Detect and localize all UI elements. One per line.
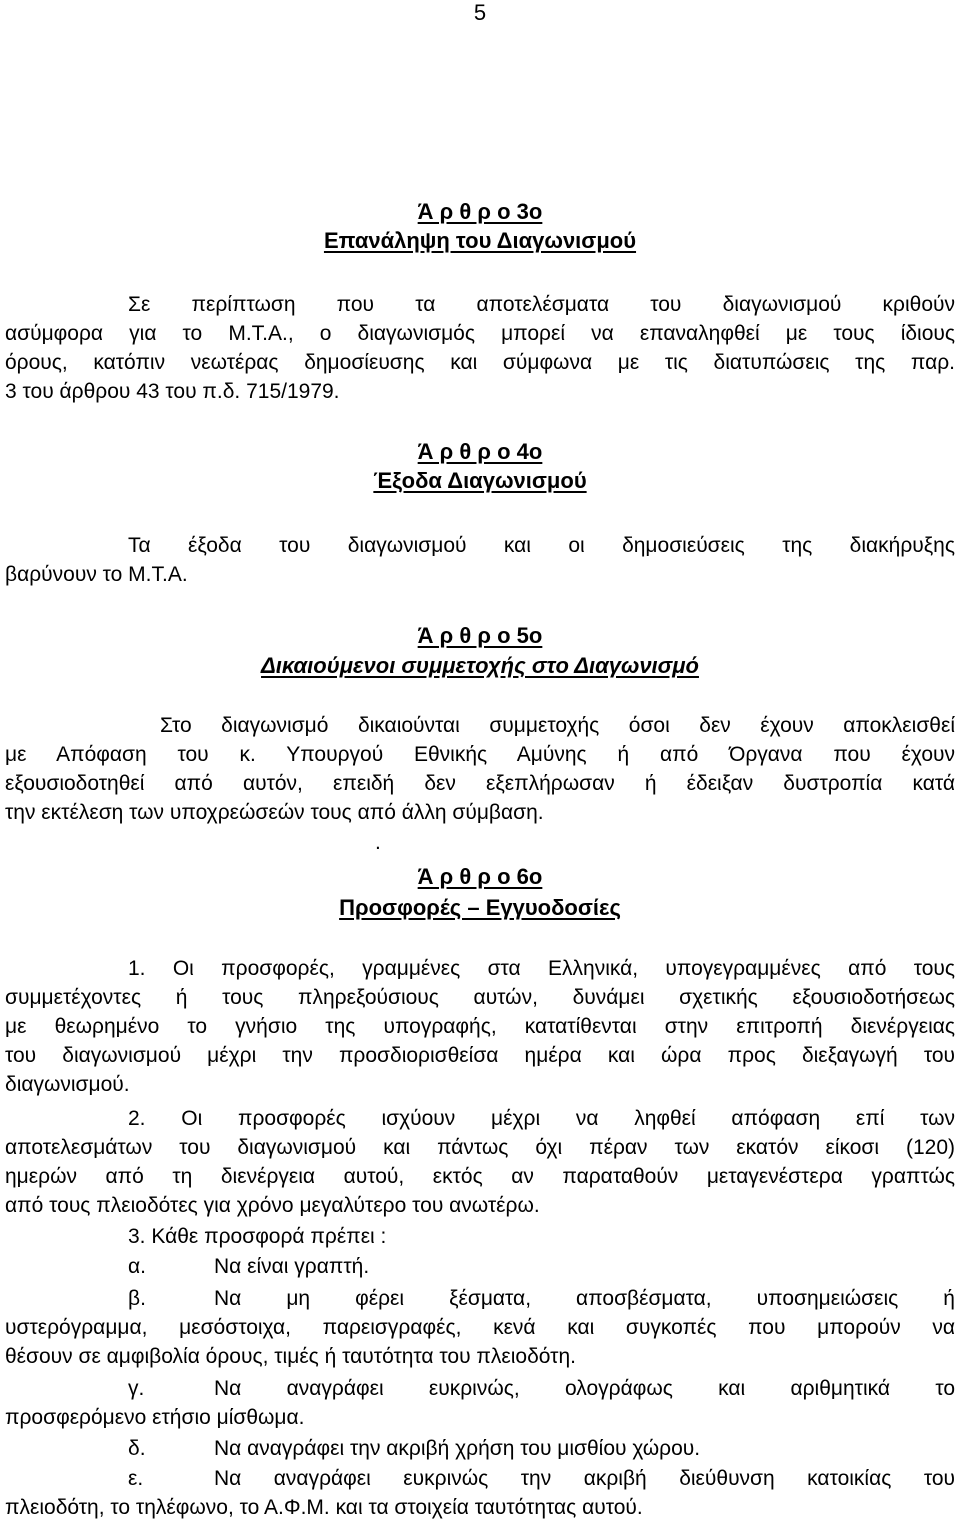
list-item-label: β. (128, 1287, 146, 1310)
page-number: 5 (473, 0, 487, 25)
article-5-line: την εκτέλεση των υποχρεώσεών τους από άλλη σύμβαση. (5, 801, 544, 824)
article-5-line: Στο διαγωνισμό δικαιούνται συμμετοχής όσοι δεν έχουν αποκλεισθεί (160, 714, 955, 737)
list-item-c (5, 1374, 955, 1432)
list-item-text: Να αναγράφει ευκρινώς, ολογράφως και αριθμητικά το (214, 1377, 955, 1400)
article-4-body (5, 531, 955, 589)
paragraph-line: διαγωνισμού. (5, 1073, 130, 1096)
article-4-line: βαρύνουν το Μ.Τ.Α. (5, 563, 188, 586)
paragraph-line: 3. Κάθε προσφορά πρέπει : (128, 1225, 387, 1248)
list-item-label: α. (128, 1255, 146, 1278)
list-item-text: υστερόγραμμα, μεσόστοιχα, παρεισγραφές, κενά και συγκοπές που μπορούν να (5, 1316, 955, 1339)
stray-dot: . (375, 831, 381, 854)
paragraph-line: με θεωρημένο το γνήσιο της υπογραφής, κατατίθενται στην επιτροπή διενέργειας (5, 1015, 955, 1038)
article-6-title: Ά ρ θ ρ ο 6ο (417, 864, 543, 889)
list-item-a (5, 1252, 955, 1281)
list-item-text: θέσουν σε αμφιβολία όρους, τιμές ή ταυτότητα του πλειοδότη. (5, 1345, 576, 1368)
article-3-subtitle: Επανάληψη του Διαγωνισμού (323, 228, 637, 253)
list-item-label: ε. (128, 1467, 144, 1490)
paragraph-line: αποτελεσμάτων του διαγωνισμού και πάντως όχι πέραν των εκατόν είκοσι (120) (5, 1136, 955, 1159)
paragraph-line: συμμετέχοντες ή τους πληρεξούσιους αυτών, δυνάμει σχετικής εξουσιοδοτήσεως (5, 986, 955, 1009)
article-5-title: Ά ρ θ ρ ο 5ο (417, 623, 543, 648)
article-3-line: 3 του άρθρου 43 του π.δ. 715/1979. (5, 380, 340, 403)
article-4-line: Τα έξοδα του διαγωνισμού και οι δημοσιεύσεις της διακήρυξης (128, 534, 955, 557)
paragraph-line: από τους πλειοδότες για χρόνο μεγαλύτερο του ανωτέρω. (5, 1194, 540, 1217)
article-3-line: όρους, κατόπιν νεωτέρας δημοσίευσης και σύμφωνα με τις διατυπώσεις της παρ. (5, 351, 955, 374)
article-6-paragraph-3 (5, 1222, 955, 1251)
list-item-text: Να μη φέρει ξέσματα, αποσβέσματα, υποσημειώσεις ή (214, 1287, 955, 1310)
list-item-label: δ. (128, 1437, 146, 1460)
article-5-body (5, 711, 955, 827)
article-3-title: Ά ρ θ ρ ο 3ο (417, 199, 543, 224)
article-3-body (5, 290, 955, 406)
article-6-paragraph-1 (5, 954, 955, 1099)
article-3-line: ασύμφορα για το Μ.Τ.Α., ο διαγωνισμός μπορεί να επαναληφθεί με τους ίδιους (5, 322, 955, 345)
list-item-text: Να είναι γραπτή. (214, 1255, 370, 1278)
paragraph-line: 1. Οι προσφορές, γραμμένες στα Ελληνικά, υπογεγραμμένες από τους (128, 957, 955, 980)
paragraph-line: του διαγωνισμού μέχρι την προσδιορισθείσα ημέρα και ώρα προς διεξαγωγή του (5, 1044, 955, 1067)
list-item-label: γ. (128, 1377, 145, 1400)
list-item-text: Να αναγράφει ευκρινώς την ακριβή διεύθυνση κατοικίας του (214, 1467, 955, 1490)
article-5-line: εξουσιοδοτηθεί από αυτόν, επειδή δεν εξεπλήρωσαν ή έδειξαν δυστροπία κατά (5, 772, 955, 795)
list-item-text: πλειοδότη, το τηλέφωνο, το Α.Φ.Μ. και τα στοιχεία ταυτότητας αυτού. (5, 1496, 643, 1519)
list-item-b (5, 1284, 955, 1371)
article-4-subtitle: Έξοδα Διαγωνισμού (373, 468, 587, 493)
article-5-line: με Απόφαση του κ. Υπουργού Εθνικής Αμύνης ή από Όργανα που έχουν (5, 743, 955, 766)
paragraph-line: 2. Οι προσφορές ισχύουν μέχρι να ληφθεί απόφαση επί των (128, 1107, 955, 1130)
list-item-text: προσφερόμενο ετήσιο μίσθωμα. (5, 1406, 305, 1429)
article-3-line: Σε περίπτωση που τα αποτελέσματα του διαγωνισμού κριθούν (128, 293, 955, 316)
list-item-text: Να αναγράφει την ακριβή χρήση του μισθίου χώρου. (214, 1437, 701, 1460)
paragraph-line: ημερών από τη διενέργεια αυτού, εκτός αν παραταθούν μεταγενέστερα γραπτώς (5, 1165, 955, 1188)
list-item-d (5, 1434, 955, 1463)
list-item-e (5, 1464, 955, 1522)
article-5-subtitle: Δικαιούμενοι συμμετοχής στο Διαγωνισμό (261, 653, 699, 678)
article-6-subtitle: Προσφορές – Εγγυοδοσίες (339, 895, 621, 920)
article-6-paragraph-2 (5, 1104, 955, 1220)
article-4-title: Ά ρ θ ρ ο 4ο (417, 439, 543, 464)
